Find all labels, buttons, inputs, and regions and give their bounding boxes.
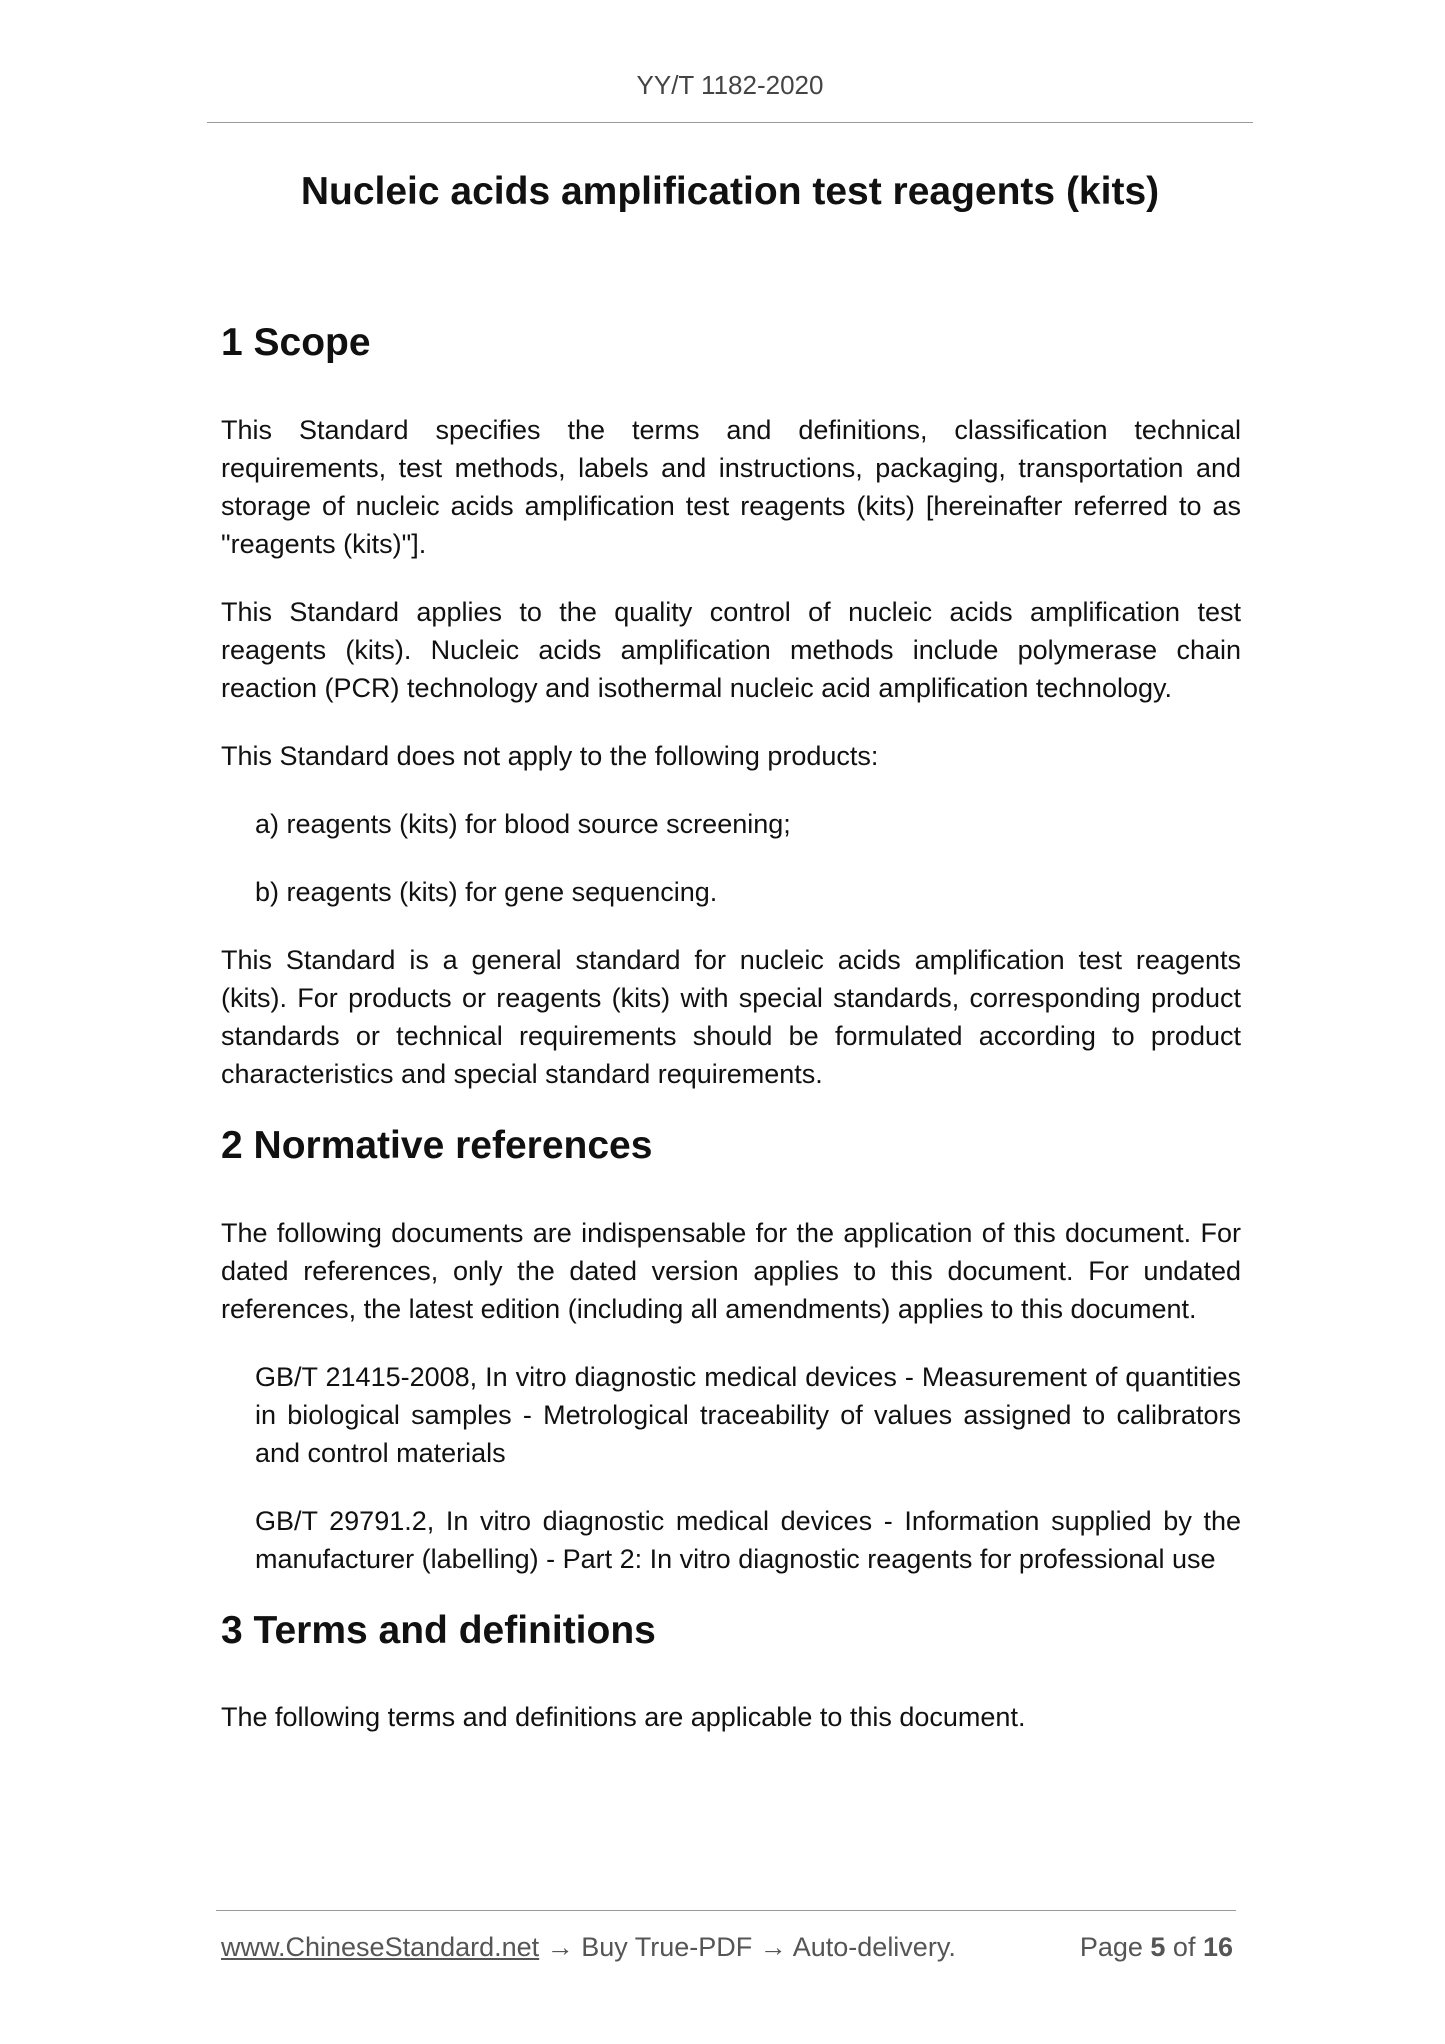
scope-exclusion-item-a: a) reagents (kits) for blood source screening; bbox=[255, 808, 791, 839]
footer-tagline: → Buy True-PDF → Auto-delivery. bbox=[539, 1932, 956, 1962]
footer-promo bbox=[221, 1932, 956, 1963]
normative-reference-item: GB/T 21415-2008, In vitro diagnostic medical devices - Measurement of quantities in biological samples - Metrological traceability of values assigned to calibrators and control materials bbox=[255, 1361, 1241, 1468]
document-title: Nucleic acids amplification test reagents (kits) bbox=[300, 170, 1160, 213]
scope-exclusion-item-b: b) reagents (kits) for gene sequencing. bbox=[255, 876, 718, 907]
section-heading-terms-definitions: 3 Terms and definitions bbox=[221, 1608, 656, 1652]
chinesestandard-link[interactable]: www.ChineseStandard.net bbox=[221, 1932, 540, 1962]
page-of-label: of bbox=[1165, 1932, 1203, 1962]
section-heading-scope: 1 Scope bbox=[221, 321, 371, 364]
section-heading-normative-references: 2 Normative references bbox=[221, 1123, 653, 1167]
page-indicator bbox=[1080, 1932, 1233, 1963]
document-code-header: YY/T 1182-2020 bbox=[636, 70, 824, 100]
scope-paragraph-3: This Standard does not apply to the following products: bbox=[221, 740, 879, 771]
document-body bbox=[221, 320, 1241, 1766]
terms-paragraph-1: The following terms and definitions are applicable to this document. bbox=[221, 1702, 1026, 1733]
normative-paragraph-1: The following documents are indispensable for the application of this document. For dated references, only the dated version applies to this document. For undated references, the latest edition (including all amendments) applies to this document. bbox=[221, 1217, 1241, 1324]
scope-paragraph-1: This Standard specifies the terms and definitions, classification technical requirements, test methods, labels and instructions, packaging, transportation and storage of nucleic acids amplification test reagents (kits) [hereinafter referred to as "reagents (kits)"]. bbox=[221, 414, 1241, 559]
total-page-count: 16 bbox=[1202, 1932, 1233, 1962]
footer-divider bbox=[216, 1910, 1236, 1911]
scope-paragraph-4: This Standard is a general standard for nucleic acids amplification test reagents (kits). For products or reagents (kits) with special standards, corresponding product standards or technical requirements should be formulated according to product characteristics and special standard requirements. bbox=[221, 944, 1241, 1089]
normative-reference-item: GB/T 29791.2, In vitro diagnostic medical devices - Information supplied by the manufacturer (labelling) - Part 2: In vitro diagnostic reagents for professional use bbox=[255, 1505, 1241, 1574]
header-divider bbox=[207, 122, 1253, 123]
page-label: Page bbox=[1079, 1932, 1151, 1962]
current-page-number: 5 bbox=[1150, 1932, 1166, 1962]
scope-paragraph-2: This Standard applies to the quality control of nucleic acids amplification test reagents (kits). Nucleic acids amplification methods include polymerase chain reaction (PCR) technology and isothermal nucleic acid amplification technology. bbox=[221, 596, 1241, 703]
